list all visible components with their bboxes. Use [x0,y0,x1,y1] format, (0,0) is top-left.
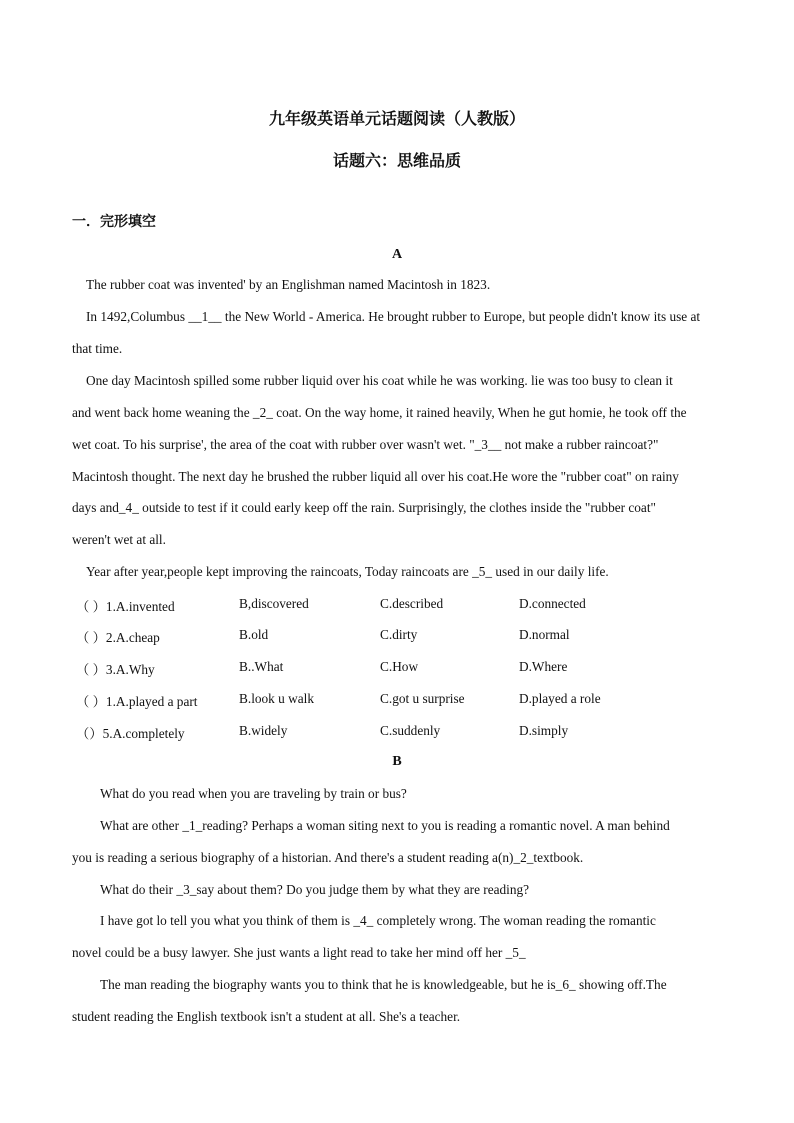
passage-a-line: weren't wet at all. [72,532,166,547]
question-5-option-c: C.suddenly [380,723,441,738]
question-1-option-b: B,discovered [239,596,309,611]
question-3-option-c: C.How [380,659,419,674]
question-5-option-d: D.simply [519,723,569,738]
question-4-option-c: C.got u surprise [380,691,465,706]
question-3-option-a: （ ）3.A.Why [76,662,155,677]
passage-b-line: What do you read when you are traveling by train or bus? [100,786,407,801]
question-2-option-c: C.dirty [380,627,418,642]
passage-b-line: What do their _3_say about them? Do you judge them by what they are reading? [100,882,530,897]
passage-b-line: you is reading a serious biography of a historian. And there's a student reading a(n)_2_textbook. [72,850,584,865]
passage-b-line: novel could be a busy lawyer. She just wants a light read to take her mind off her _5_ [72,945,526,960]
question-2-option-d: D.normal [519,627,570,642]
passage-b-line: student reading the English textbook isn't a student at all. She's a teacher. [72,1009,461,1024]
document-title: 九年级英语单元话题阅读（人教版） [268,109,525,128]
question-3-option-d: D.Where [519,659,568,674]
question-1-option-d: D.connected [519,596,586,611]
passage-b-line: The man reading the biography wants you to think that he is knowledgeable, but he is_6_ showing off.The [100,977,667,992]
question-5-option-b: B.widely [239,723,288,738]
passage-a-line: Macintosh thought. The next day he brushed the rubber liquid all over his coat.He wore the "rubber coat" on rainy [72,469,679,484]
passage-a-line: that time. [72,341,123,356]
question-4-option-a: （ ）1.A.played a part [76,694,198,709]
passage-a-line: One day Macintosh spilled some rubber liquid over his coat while he was working. lie was too busy to clean it [86,373,673,388]
section-heading: 一．完形填空 [72,214,156,230]
passage-a-line: Year after year,people kept improving the raincoats, Today raincoats are _5_ used in our daily life. [86,564,609,579]
passage-b-line: What are other _1_reading? Perhaps a woman siting next to you is reading a romantic novel. A man behind [100,818,670,833]
question-1-option-a: （ ）1.A.invented [76,599,175,614]
passage-a-line: wet coat. To his surprise', the area of the coat with rubber over wasn't wet. "_3__ not make a rubber raincoat?" [72,437,659,452]
passage-a-line: and went back home weaning the _2_ coat. On the way home, it rained heavily, When he gut homie, he took off the [72,405,687,420]
question-4-option-b: B.look u walk [239,691,314,706]
question-1-option-c: C.described [380,596,444,611]
question-4-option-d: D.played a role [519,691,601,706]
question-2-option-a: （ ）2.A.cheap [76,630,160,645]
passage-a-line: The rubber coat was invented' by an Englishman named Macintosh in 1823. [86,277,491,292]
passage-a-line: In 1492,Columbus __1__ the New World - America. He brought rubber to Europe, but people didn't know its use at [86,309,701,324]
passage-a-label: A [391,247,403,262]
passage-a-line: days and_4_ outside to test if it could early keep off the rain. Surprisingly, the clothes inside the "rubber coat" [72,500,656,515]
question-3-option-b: B..What [239,659,284,674]
question-2-option-b: B.old [239,627,269,642]
question-5-option-a: （）5.A.completely [76,726,185,741]
passage-b-line: I have got lo tell you what you think of them is _4_ completely wrong. The woman reading the romantic [100,913,656,928]
passage-b-label: B [392,754,402,769]
document-subtitle: 话题六：思维品质 [332,151,461,170]
